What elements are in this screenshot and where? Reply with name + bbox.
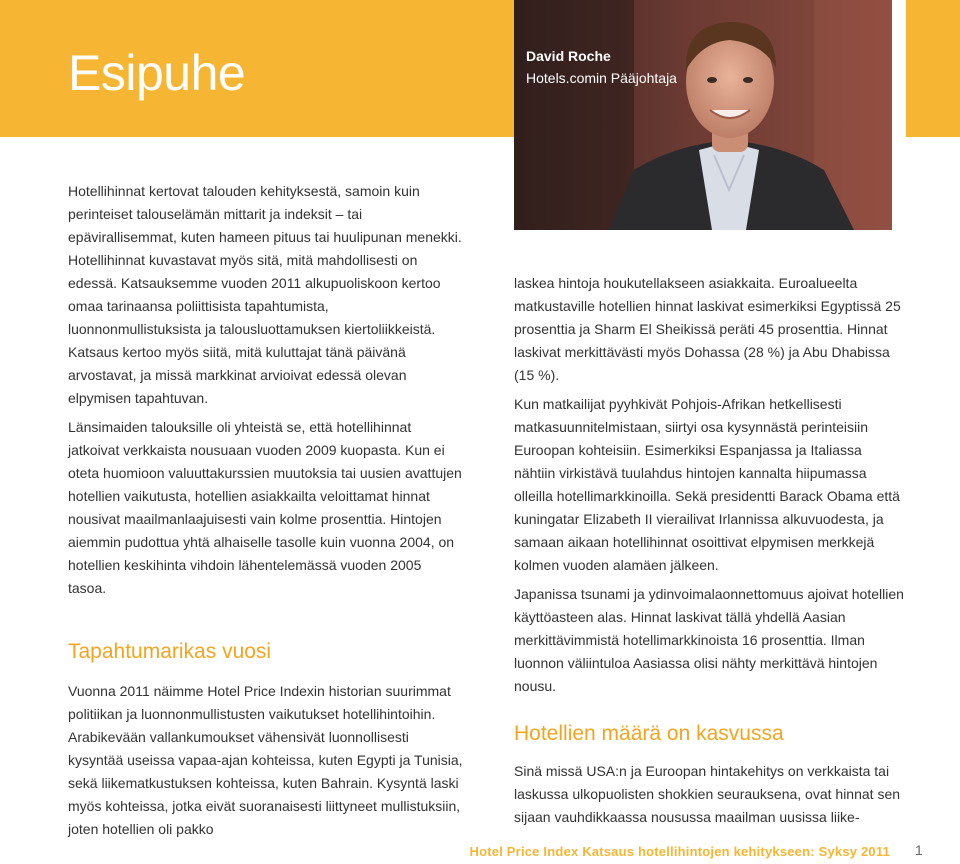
footer-text: Hotel Price Index Katsaus hotellihintojen kehitykseen: Syksy 2011	[469, 844, 890, 859]
section-heading-events: Tapahtumarikas vuosi	[68, 640, 272, 663]
body-paragraph: Länsimaiden talouksille oli yhteistä se, että hotellihinnat jatkoivat verkkaista nousuaan vuoden 2009 kuopasta. Kun ei oteta huomioon valuuttakurssien muutoksia tai uusien avattujen hotellien vaikutusta, hotellien asiakkailta veloittamat hinnat nousivat maailmanlaajuisesti vain kolme prosenttia. Hintojen aiemmin pudottua yhtä alhaiselle tasolle kuin vuonna 2004, on hotellien keskihinta vihdoin lähentelemässä vuoden 2005 tasoa.	[68, 419, 462, 596]
page-title: Esipuhe	[68, 45, 246, 101]
body-paragraph: Sinä missä USA:n ja Euroopan hintakehitys on verkkaista tai laskussa ulkopuolisten shokkien seurauksena, ovat hinnat sen sijaan vauhdikkaassa nousussa maailman uusissa liike-	[514, 763, 901, 825]
right-column	[514, 272, 904, 835]
intro-paragraph: Hotellihinnat kertovat talouden kehityksestä, samoin kuin perinteiset talouselämän mittarit ja indeksit – tai epävirallisemmat, kuten hameen pituus tai huulipunan menekki. Hotellihinnat kuvastavat myös sitä, mitä mahdollisesti on edessä. Katsauksemme vuoden 2011 alkupuoliskoon kertoo omaa tarinaansa poliittisista tapahtumista, luonnonmullistuksista ja talousluottamuksen kiertoliikkeistä. Katsaus kertoo myös siitä, mitä kuluttajat tänä päivänä arvostavat, ja missä markkinat arvioivat edessä olevan elpymisen tapahtuvan.	[68, 183, 462, 406]
author-name: David Roche	[526, 48, 611, 64]
author-role: Hotels.comin Pääjohtaja	[526, 70, 677, 86]
header-band-gap	[500, 0, 514, 137]
section-heading-growth: Hotellien määrä on kasvussa	[514, 722, 784, 745]
body-paragraph: Kun matkailijat pyyhkivät Pohjois-Afrikan hetkellisesti matkasuunnitelmistaan, siirtyi osa kysynnästä perinteisiin Euroopan kohteisiin. Esimerkiksi Espanjassa ja Italiassa nähtiin virkistävä tuulahdus hintojen kannalta hiipumassa olleilla hotellimarkkinoilla. Sekä presidentti Barack Obama että kuningatar Elizabeth II vierailivat Irlannissa alkuvuodesta, ja samaan aikaan hotellihinnat osoittivat elpymisen merkkejä kolmen vuoden alamäen jälkeen.	[514, 396, 900, 573]
body-paragraph: laskea hintoja houkutellakseen asiakkaita. Euroalueelta matkustaville hotellien hinnat laskivat esimerkiksi Egyptissä 25 prosenttia ja Sharm El Sheikissä peräti 45 prosenttia. Hinnat laskivat merkittävästi myös Dohassa (28 %) ja Abu Dhabissa (15 %).	[514, 275, 901, 383]
author-photo-panel	[514, 0, 892, 230]
author-photo	[514, 0, 892, 230]
left-column	[68, 180, 463, 847]
body-paragraph: Vuonna 2011 näimme Hotel Price Indexin historian suurimmat politiikan ja luonnonmullistusten vaikutukset hotellihintoihin. Arabikevään vallankumoukset vähensivät luonnollisesti kysyntää useissa vapaa-ajan kohteissa, kuten Egypti ja Tunisia, sekä liikematkustuksen kohteissa, kuten Bahrain. Kysyntä laski myös kohteissa, jotka eivät suoranaisesti liittyneet mullistuksiin, joten hotellien oli pakko	[68, 683, 463, 837]
body-paragraph: Japanissa tsunami ja ydinvoimalaonnettomuus ajoivat hotellien käyttöasteen alas. Hinnat laskivat tällä yhdellä Aasian merkittävimmistä hotellimarkkinoista 16 prosenttia. Ilman luonnon väliintuloa Aasiassa olisi nähty merkittävä hintojen nousu.	[514, 586, 904, 694]
page-number: 1	[915, 842, 923, 858]
header-band-right	[906, 0, 960, 137]
